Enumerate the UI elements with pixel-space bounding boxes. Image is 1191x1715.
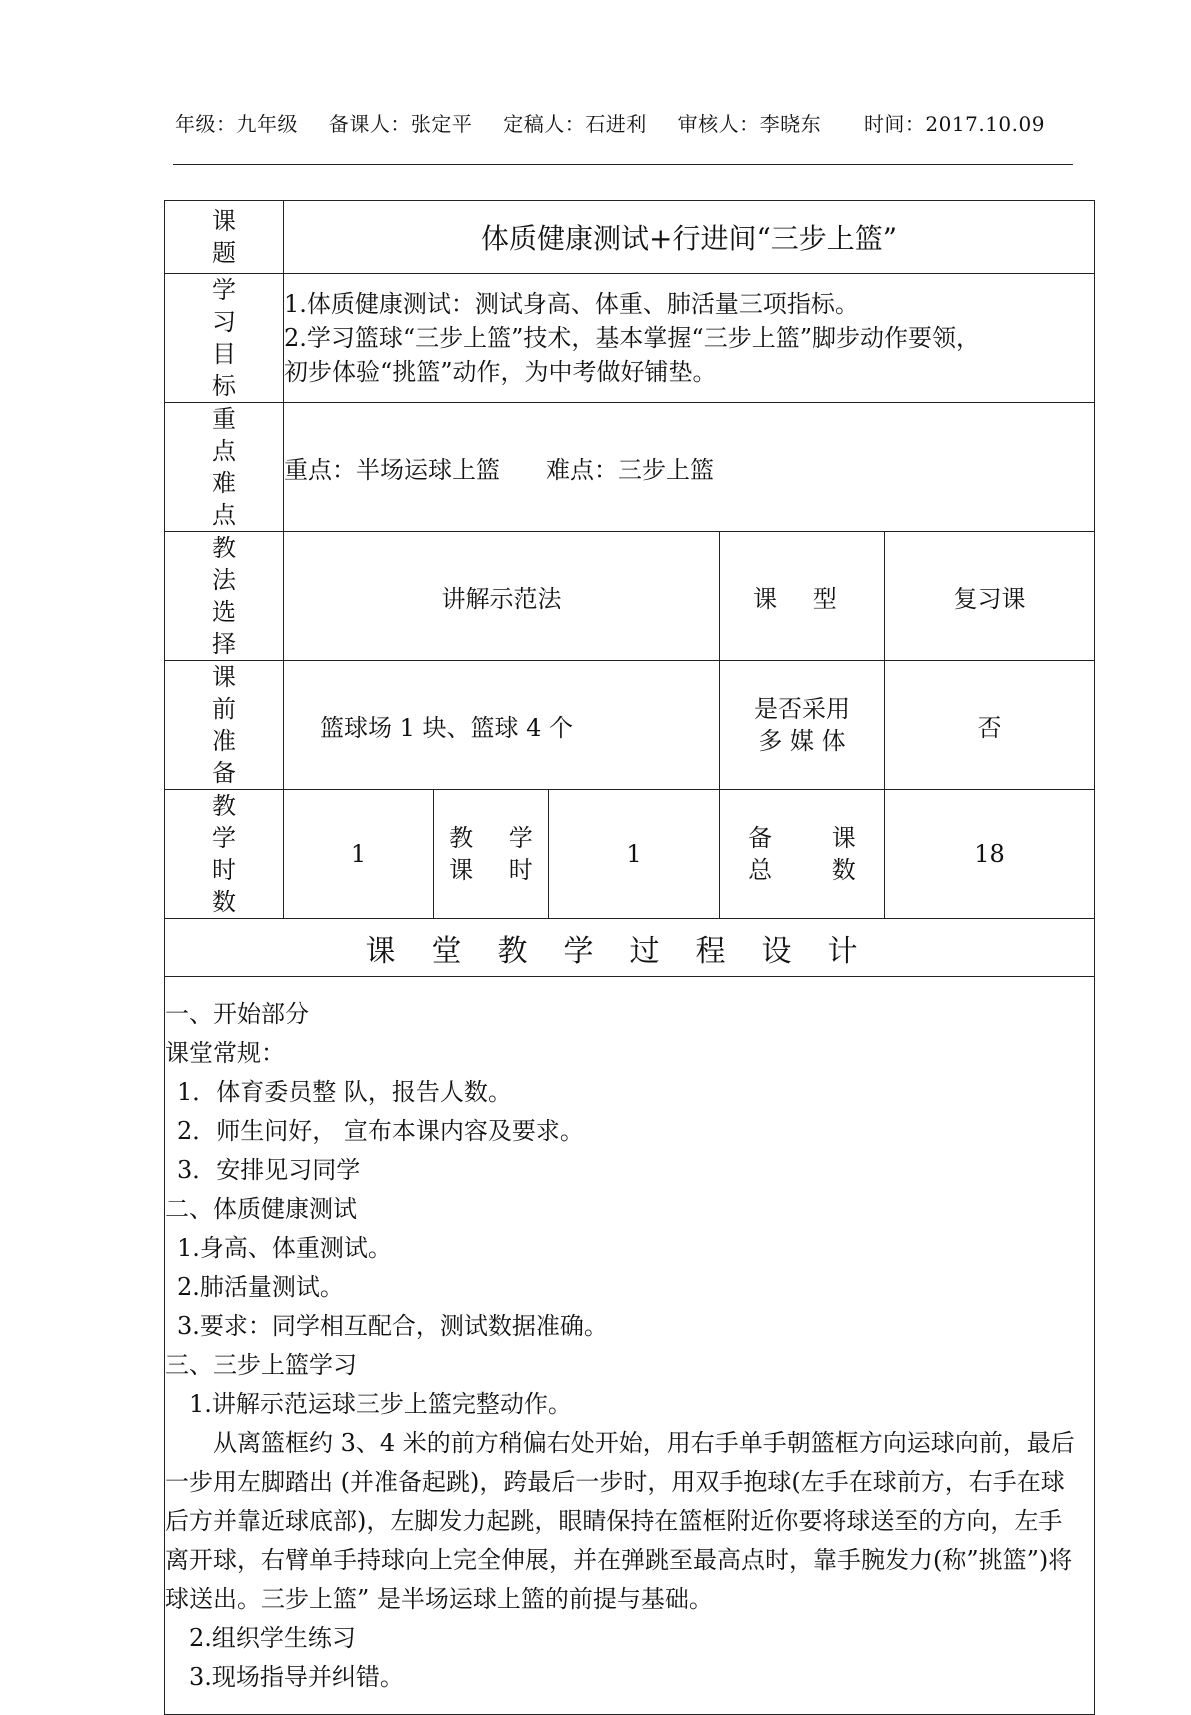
- media-value: 否: [885, 661, 1095, 790]
- lesson-type-label: 课 型: [720, 532, 885, 661]
- reviewer-text: 审核人：李晓东: [677, 112, 822, 136]
- prep-label: 课 前 准 备: [165, 661, 284, 790]
- teaching-method: 讲解示范法: [284, 532, 720, 661]
- routine-heading: 课堂常规：: [165, 1038, 285, 1067]
- lesson-topic: 体质健康测试+行进间“三步上篮”: [284, 201, 1095, 274]
- process-title: 课堂教学过程设计: [165, 919, 1095, 977]
- topic-label: 课 题: [165, 201, 284, 274]
- preparation: 篮球场 1 块、篮球 4 个: [284, 661, 720, 790]
- lesson-plan-table: [164, 200, 1095, 1715]
- list-item: 2.组织学生练习: [189, 1623, 356, 1652]
- section-heading: 三、三步上篮学习: [165, 1350, 357, 1379]
- layup-description: 从离篮框约 3、4 米的前方稍偏右处开始，用右手单手朝篮框方向运球向前，最后一步用左脚踏出 (并准备起跳)，跨最后一步时，用双手抱球(左手在球前方，右手在球后方并靠近球底部)，左脚发力起跳，眼睛保持在篮框附近你要将球送至的方向，左手离开球，右臂单手持球向上完全伸展，并在弹跳至最高点时，靠手腕发力(称”挑篮”)将球送出。三步上篮” 是半场运球上篮的前提与基础。: [165, 1428, 1075, 1613]
- keys-row: [165, 403, 1095, 532]
- teaching-period: 1: [549, 790, 720, 919]
- list-item: 3．安排见习同学: [177, 1155, 361, 1184]
- method-label: 教 法 选 择: [165, 532, 284, 661]
- date-text: 时间：2017.10.09: [863, 112, 1045, 136]
- period-label: 教 学 课 时: [434, 790, 549, 919]
- hours-row: [165, 790, 1095, 919]
- list-item: 1.身高、体重测试。: [177, 1233, 392, 1262]
- process-row: [165, 977, 1095, 1715]
- media-label: 是否采用 多 媒 体: [720, 661, 885, 790]
- topic-row: [165, 201, 1095, 274]
- process-title-row: [165, 919, 1095, 977]
- list-item: 3.现场指导并纠错。: [189, 1662, 404, 1691]
- hours-label: 教 学 时 数: [165, 790, 284, 919]
- list-item: 1.讲解示范运球三步上篮完整动作。: [189, 1389, 572, 1418]
- total-label: 备 课 总 数: [720, 790, 885, 919]
- keys-label: 重 点 难 点: [165, 403, 284, 532]
- key-points: [284, 403, 1095, 532]
- prep-row: [165, 661, 1095, 790]
- teaching-process: [165, 977, 1095, 1715]
- section-heading: 一、开始部分: [165, 999, 309, 1028]
- finalizer-text: 定稿人：石进利: [503, 112, 647, 136]
- learning-goals: [284, 274, 1095, 403]
- method-row: [165, 532, 1095, 661]
- goal-line: 2.学习篮球“三步上篮”技术，基本掌握“三步上篮”脚步动作要领，: [284, 324, 980, 352]
- total-lessons: 18: [885, 790, 1095, 919]
- list-item: 2.肺活量测试。: [177, 1272, 344, 1301]
- key-point: 重点：半场运球上篮: [284, 455, 500, 484]
- lesson-type: 复习课: [885, 532, 1095, 661]
- difficulty: 难点：三步上篮: [546, 455, 714, 484]
- preparer-text: 备课人：张定平: [328, 112, 473, 136]
- section-heading: 二、体质健康测试: [165, 1194, 357, 1223]
- list-item: 1．体育委员整 队，报告人数。: [177, 1077, 512, 1106]
- header-divider: [173, 164, 1073, 165]
- document-header: [175, 108, 1105, 137]
- grade-text: 年级：九年级: [175, 112, 298, 136]
- list-item: 2．师生问好， 宣布本课内容及要求。: [177, 1116, 584, 1145]
- goals-label: 学 习 目 标: [165, 274, 284, 403]
- goal-line: 1.体质健康测试：测试身高、体重、肺活量三项指标。: [284, 290, 859, 318]
- goal-line: 初步体验“挑篮”动作，为中考做好铺垫。: [284, 358, 717, 386]
- list-item: 3.要求：同学相互配合，测试数据准确。: [177, 1311, 608, 1340]
- goals-row: [165, 274, 1095, 403]
- teaching-hours: 1: [284, 790, 434, 919]
